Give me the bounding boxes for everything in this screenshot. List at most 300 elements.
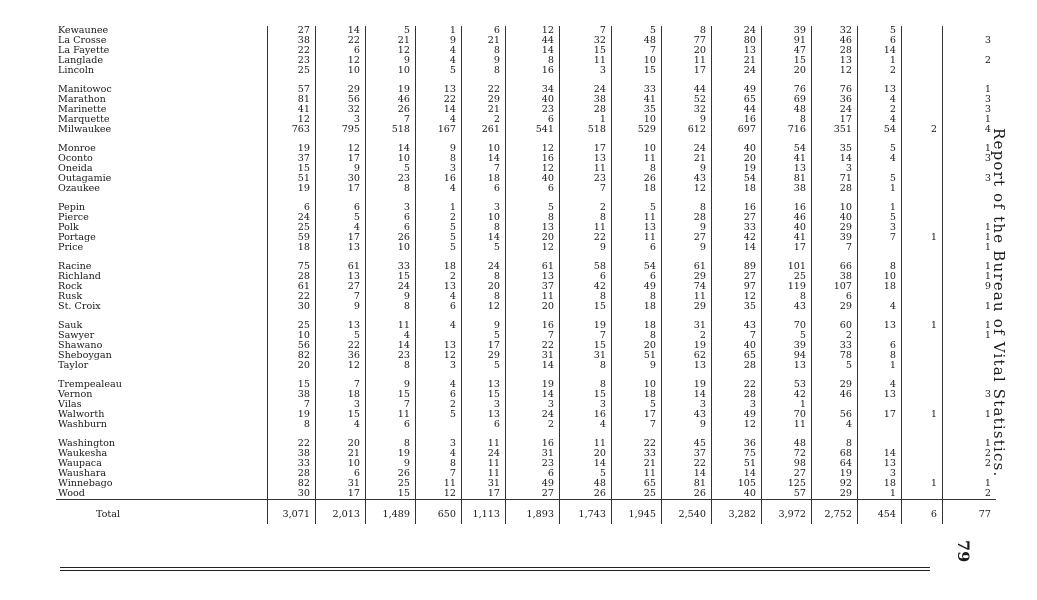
table-cell: 49 <box>712 85 762 95</box>
table-cell: 12 <box>812 66 858 76</box>
table-cell: 14 <box>506 46 560 56</box>
table-cell: 18 <box>612 390 662 400</box>
table-cell: 17 <box>462 489 506 500</box>
table-cell: 8 <box>416 154 462 164</box>
table-cell <box>902 292 943 302</box>
table-cell: 54 <box>858 125 902 135</box>
table-cell <box>902 203 943 213</box>
table-cell: 11 <box>416 479 462 489</box>
county-name: Sauk <box>58 320 83 332</box>
table-cell: 91 <box>762 36 812 46</box>
table-cell: 5 <box>858 144 902 154</box>
table-cell: 72 <box>762 449 812 459</box>
table-cell: 11 <box>612 469 662 479</box>
table-row <box>56 46 996 56</box>
total-cell: 6 <box>902 500 943 525</box>
row-spacer <box>56 135 996 144</box>
table-cell: 23 <box>366 174 416 184</box>
table-cell: 18 <box>612 302 662 312</box>
table-cell: 15 <box>560 46 612 56</box>
table-cell: 27 <box>762 469 812 479</box>
table-cell: 9 <box>416 144 462 154</box>
table-cell: 4 <box>416 115 462 125</box>
total-row <box>56 500 996 525</box>
table-cell: 32 <box>812 26 858 36</box>
county-name: Washington <box>58 438 116 450</box>
county-name: Oconto <box>58 153 93 165</box>
table-cell: 35 <box>712 302 762 312</box>
table-cell: 20 <box>662 46 712 56</box>
table-cell: 57 <box>762 489 812 500</box>
table-cell: 27 <box>662 233 712 243</box>
table-cell: 5 <box>612 26 662 36</box>
table-cell: 41 <box>762 154 812 164</box>
table-cell: 3 <box>462 400 506 410</box>
table-cell: 39 <box>812 233 858 243</box>
table-cell: 2 <box>858 66 902 76</box>
table-cell: 44 <box>712 105 762 115</box>
table-cell: 1 <box>858 203 902 213</box>
table-cell: 20 <box>612 341 662 351</box>
table-cell: 7 <box>712 331 762 341</box>
table-cell: 3 <box>366 203 416 213</box>
table-cell: 14 <box>858 449 902 459</box>
table-cell: 24 <box>506 410 560 420</box>
county-name: Waushara <box>58 468 107 480</box>
table-cell: 7 <box>612 420 662 430</box>
table-cell: 6 <box>462 184 506 194</box>
table-cell: 11 <box>762 420 812 430</box>
table-cell <box>902 95 943 105</box>
table-cell: 1 <box>902 321 943 331</box>
county-name: Vilas <box>58 399 82 411</box>
table-cell: 13 <box>712 46 762 56</box>
running-title-text: Report of the Bureau of Vital Statistics. <box>990 128 1008 478</box>
table-cell: 10 <box>462 213 506 223</box>
table-cell: 33 <box>268 459 316 469</box>
table-cell: 7 <box>858 233 902 243</box>
table-cell: 8 <box>366 361 416 371</box>
table-row <box>56 321 996 331</box>
table-cell: 81 <box>762 174 812 184</box>
table-cell: 13 <box>858 459 902 469</box>
table-cell: 8 <box>858 262 902 272</box>
table-cell: 17 <box>858 410 902 420</box>
table-cell: 697 <box>712 125 762 135</box>
table-cell: 35 <box>612 105 662 115</box>
table-cell: 26 <box>366 105 416 115</box>
table-cell: 9 <box>662 223 712 233</box>
table-cell: 31 <box>560 351 612 361</box>
table-cell: 22 <box>316 36 366 46</box>
table-cell: 48 <box>612 36 662 46</box>
row-spacer <box>56 76 996 85</box>
table-cell: 7 <box>462 164 506 174</box>
table-cell: 10 <box>858 272 902 282</box>
table-cell: 68 <box>812 449 858 459</box>
table-cell: 7 <box>560 331 612 341</box>
table-cell: 3 <box>506 400 560 410</box>
table-cell: 7 <box>612 46 662 56</box>
table-cell: 78 <box>812 351 858 361</box>
statistics-table-container <box>56 26 996 524</box>
table-cell: 22 <box>662 459 712 469</box>
table-cell: 3 <box>943 105 997 115</box>
table-cell: 12 <box>712 292 762 302</box>
table-cell: 4 <box>858 115 902 125</box>
table-cell: 65 <box>712 95 762 105</box>
table-cell: 21 <box>612 459 662 469</box>
table-cell: 2 <box>462 115 506 125</box>
table-cell <box>902 164 943 174</box>
table-cell: 11 <box>612 233 662 243</box>
table-cell: 12 <box>712 420 762 430</box>
table-row <box>56 85 996 95</box>
table-cell: 13 <box>858 85 902 95</box>
table-cell: 56 <box>268 341 316 351</box>
table-cell: 6 <box>506 184 560 194</box>
table-cell: 40 <box>712 144 762 154</box>
table-cell <box>902 85 943 95</box>
table-cell: 26 <box>612 174 662 184</box>
table-cell: 16 <box>416 174 462 184</box>
table-cell: 5 <box>462 361 506 371</box>
table-cell: 64 <box>812 459 858 469</box>
table-cell: 13 <box>316 321 366 331</box>
table-cell <box>943 351 997 361</box>
table-cell: 13 <box>506 223 560 233</box>
table-cell: 56 <box>812 410 858 420</box>
table-cell: 9 <box>366 459 416 469</box>
table-cell <box>902 243 943 253</box>
table-cell: 1 <box>943 233 997 243</box>
table-cell: 25 <box>268 66 316 76</box>
table-cell: 54 <box>612 262 662 272</box>
table-cell: 14 <box>462 154 506 164</box>
table-cell: 17 <box>462 341 506 351</box>
county-name: Washburn <box>58 419 107 431</box>
table-cell: 2 <box>416 400 462 410</box>
table-cell: 15 <box>560 390 612 400</box>
table-cell: 38 <box>268 390 316 400</box>
table-cell: 5 <box>506 203 560 213</box>
table-cell: 1 <box>902 410 943 420</box>
table-cell: 11 <box>366 410 416 420</box>
table-row <box>56 66 996 76</box>
table-cell: 1 <box>943 85 997 95</box>
table-cell: 2 <box>662 331 712 341</box>
county-name: Pepin <box>58 202 86 214</box>
table-cell: 8 <box>462 46 506 56</box>
table-cell: 14 <box>506 390 560 400</box>
table-cell: 3 <box>858 223 902 233</box>
table-cell: 3 <box>858 469 902 479</box>
table-cell <box>902 351 943 361</box>
table-cell: 20 <box>462 282 506 292</box>
table-row <box>56 302 996 312</box>
county-name: Richland <box>58 271 101 283</box>
table-cell: 1 <box>943 272 997 282</box>
table-cell: 5 <box>316 213 366 223</box>
table-cell: 795 <box>316 125 366 135</box>
table-cell: 3 <box>416 439 462 449</box>
county-name: Winnebago <box>58 478 113 490</box>
table-cell: 24 <box>268 213 316 223</box>
table-cell: 27 <box>712 213 762 223</box>
table-cell: 42 <box>560 282 612 292</box>
table-cell: 7 <box>316 380 366 390</box>
table-cell: 9 <box>462 56 506 66</box>
table-cell: 20 <box>268 361 316 371</box>
total-cell: 2,013 <box>316 500 366 525</box>
table-cell: 35 <box>812 144 858 154</box>
double-rule-top <box>60 567 930 568</box>
table-row <box>56 115 996 125</box>
table-cell: 12 <box>416 351 462 361</box>
table-cell: 14 <box>812 154 858 164</box>
table-cell: 9 <box>662 420 712 430</box>
table-cell <box>943 341 997 351</box>
table-cell: 8 <box>366 184 416 194</box>
county-name: Portage <box>58 232 96 244</box>
table-cell: 9 <box>612 361 662 371</box>
table-cell: 13 <box>416 85 462 95</box>
table-cell: 33 <box>812 341 858 351</box>
table-cell: 1 <box>943 410 997 420</box>
table-cell: 27 <box>316 282 366 292</box>
table-cell: 19 <box>268 410 316 420</box>
table-cell <box>902 272 943 282</box>
table-cell: 6 <box>366 420 416 430</box>
table-cell: 6 <box>506 115 560 125</box>
table-cell: 1 <box>943 243 997 253</box>
table-cell: 6 <box>858 341 902 351</box>
table-cell: 4 <box>858 95 902 105</box>
county-name: Monroe <box>58 143 96 155</box>
table-cell: 2 <box>943 489 997 500</box>
table-cell: 25 <box>612 489 662 500</box>
table-cell: 22 <box>462 85 506 95</box>
table-cell: 16 <box>560 410 612 420</box>
table-cell: 15 <box>462 390 506 400</box>
table-cell: 10 <box>612 144 662 154</box>
table-cell: 612 <box>662 125 712 135</box>
table-cell: 46 <box>812 36 858 46</box>
table-row <box>56 341 996 351</box>
table-cell: 7 <box>316 292 366 302</box>
table-cell: 11 <box>612 213 662 223</box>
county-name: La Fayette <box>58 45 110 57</box>
table-cell: 17 <box>812 115 858 125</box>
table-cell: 49 <box>612 282 662 292</box>
table-cell: 6 <box>316 203 366 213</box>
county-name: Oneida <box>58 163 93 175</box>
table-row <box>56 292 996 302</box>
total-cell: 1,893 <box>506 500 560 525</box>
table-cell: 3 <box>943 154 997 164</box>
table-cell: 97 <box>712 282 762 292</box>
county-name: Taylor <box>58 360 89 372</box>
table-cell: 19 <box>662 380 712 390</box>
table-cell: 3 <box>943 36 997 46</box>
total-label: Total <box>56 500 268 525</box>
table-cell <box>902 459 943 469</box>
table-cell <box>902 144 943 154</box>
table-cell: 23 <box>506 459 560 469</box>
table-cell: 2 <box>943 56 997 66</box>
table-cell: 24 <box>462 449 506 459</box>
table-cell: 9 <box>416 36 462 46</box>
table-cell: 49 <box>712 410 762 420</box>
table-cell: 42 <box>762 390 812 400</box>
table-cell: 21 <box>366 36 416 46</box>
table-cell: 261 <box>462 125 506 135</box>
table-cell: 29 <box>462 95 506 105</box>
table-cell: 32 <box>662 105 712 115</box>
table-cell: 1 <box>858 184 902 194</box>
table-cell: 7 <box>268 400 316 410</box>
table-cell: 3 <box>712 400 762 410</box>
table-cell: 6 <box>612 243 662 253</box>
table-row <box>56 351 996 361</box>
table-cell: 5 <box>858 174 902 184</box>
table-cell: 4 <box>316 420 366 430</box>
table-cell: 24 <box>812 105 858 115</box>
table-cell: 22 <box>268 439 316 449</box>
county-name: Marathon <box>58 94 106 106</box>
table-cell: 3 <box>316 400 366 410</box>
table-row <box>56 95 996 105</box>
table-cell: 70 <box>762 410 812 420</box>
county-name: Racine <box>58 261 92 273</box>
table-cell: 4 <box>366 331 416 341</box>
table-cell: 8 <box>662 26 712 36</box>
table-cell: 17 <box>316 489 366 500</box>
table-cell: 2 <box>506 420 560 430</box>
table-row <box>56 213 996 223</box>
table-cell <box>902 154 943 164</box>
table-cell: 18 <box>612 321 662 331</box>
table-cell: 18 <box>858 282 902 292</box>
county-name: Manitowoc <box>58 84 112 96</box>
table-cell: 12 <box>506 243 560 253</box>
table-cell: 40 <box>506 95 560 105</box>
table-cell: 14 <box>416 105 462 115</box>
table-cell: 40 <box>712 341 762 351</box>
table-cell: 10 <box>316 459 366 469</box>
table-cell: 105 <box>712 479 762 489</box>
total-cell: 3,282 <box>712 500 762 525</box>
table-cell: 36 <box>712 439 762 449</box>
table-cell: 11 <box>462 459 506 469</box>
table-cell: 119 <box>762 282 812 292</box>
table-body <box>56 26 996 524</box>
table-cell <box>902 46 943 56</box>
table-cell: 1 <box>416 26 462 36</box>
county-name: Wood <box>58 488 85 500</box>
table-cell: 2 <box>943 459 997 469</box>
county-name: Waukesha <box>58 448 108 460</box>
table-cell: 1 <box>858 56 902 66</box>
table-cell: 1 <box>858 489 902 500</box>
table-row <box>56 125 996 135</box>
table-cell: 29 <box>812 223 858 233</box>
table-cell <box>902 282 943 292</box>
table-cell: 15 <box>612 66 662 76</box>
table-cell: 5 <box>762 331 812 341</box>
table-cell: 40 <box>812 213 858 223</box>
table-cell: 14 <box>712 469 762 479</box>
table-cell: 5 <box>416 66 462 76</box>
table-cell: 43 <box>712 321 762 331</box>
table-cell: 13 <box>316 272 366 282</box>
table-cell: 11 <box>366 321 416 331</box>
table-cell: 13 <box>506 272 560 282</box>
table-cell: 28 <box>560 105 612 115</box>
table-cell: 12 <box>268 115 316 125</box>
table-cell: 47 <box>762 46 812 56</box>
table-cell: 51 <box>268 174 316 184</box>
table-cell <box>943 420 997 430</box>
table-cell: 38 <box>268 449 316 459</box>
table-cell: 167 <box>416 125 462 135</box>
table-cell: 32 <box>316 105 366 115</box>
table-cell: 10 <box>612 115 662 125</box>
table-cell: 34 <box>506 85 560 95</box>
table-cell: 30 <box>268 302 316 312</box>
table-cell: 76 <box>762 85 812 95</box>
table-cell: 3 <box>662 400 712 410</box>
table-cell: 8 <box>416 459 462 469</box>
row-spacer <box>56 253 996 262</box>
table-cell: 3 <box>416 164 462 174</box>
table-cell: 52 <box>662 95 712 105</box>
table-cell: 5 <box>812 361 858 371</box>
county-name: Marquette <box>58 114 110 126</box>
table-cell: 18 <box>268 243 316 253</box>
table-cell: 10 <box>366 243 416 253</box>
table-cell: 29 <box>662 302 712 312</box>
table-cell: 4 <box>416 46 462 56</box>
table-cell: 41 <box>762 233 812 243</box>
table-cell: 15 <box>762 56 812 66</box>
table-cell: 66 <box>812 262 858 272</box>
table-cell: 9 <box>943 282 997 292</box>
table-cell: 1 <box>762 400 812 410</box>
table-cell: 13 <box>462 380 506 390</box>
county-name: Rock <box>58 281 83 293</box>
table-cell: 13 <box>560 154 612 164</box>
table-cell: 28 <box>268 272 316 282</box>
table-cell: 8 <box>268 420 316 430</box>
table-row <box>56 233 996 243</box>
table-cell: 1 <box>902 233 943 243</box>
table-cell: 33 <box>612 85 662 95</box>
table-cell: 2 <box>858 105 902 115</box>
table-cell: 17 <box>316 184 366 194</box>
table-cell: 8 <box>762 115 812 125</box>
table-cell: 21 <box>462 105 506 115</box>
table-cell: 51 <box>712 459 762 469</box>
table-cell: 41 <box>268 105 316 115</box>
row-spacer <box>56 312 996 321</box>
county-name: Outagamie <box>58 173 112 185</box>
table-cell: 75 <box>268 262 316 272</box>
table-cell: 9 <box>366 56 416 66</box>
table-cell: 13 <box>858 321 902 331</box>
county-name: La Crosse <box>58 35 107 47</box>
table-cell: 23 <box>366 351 416 361</box>
